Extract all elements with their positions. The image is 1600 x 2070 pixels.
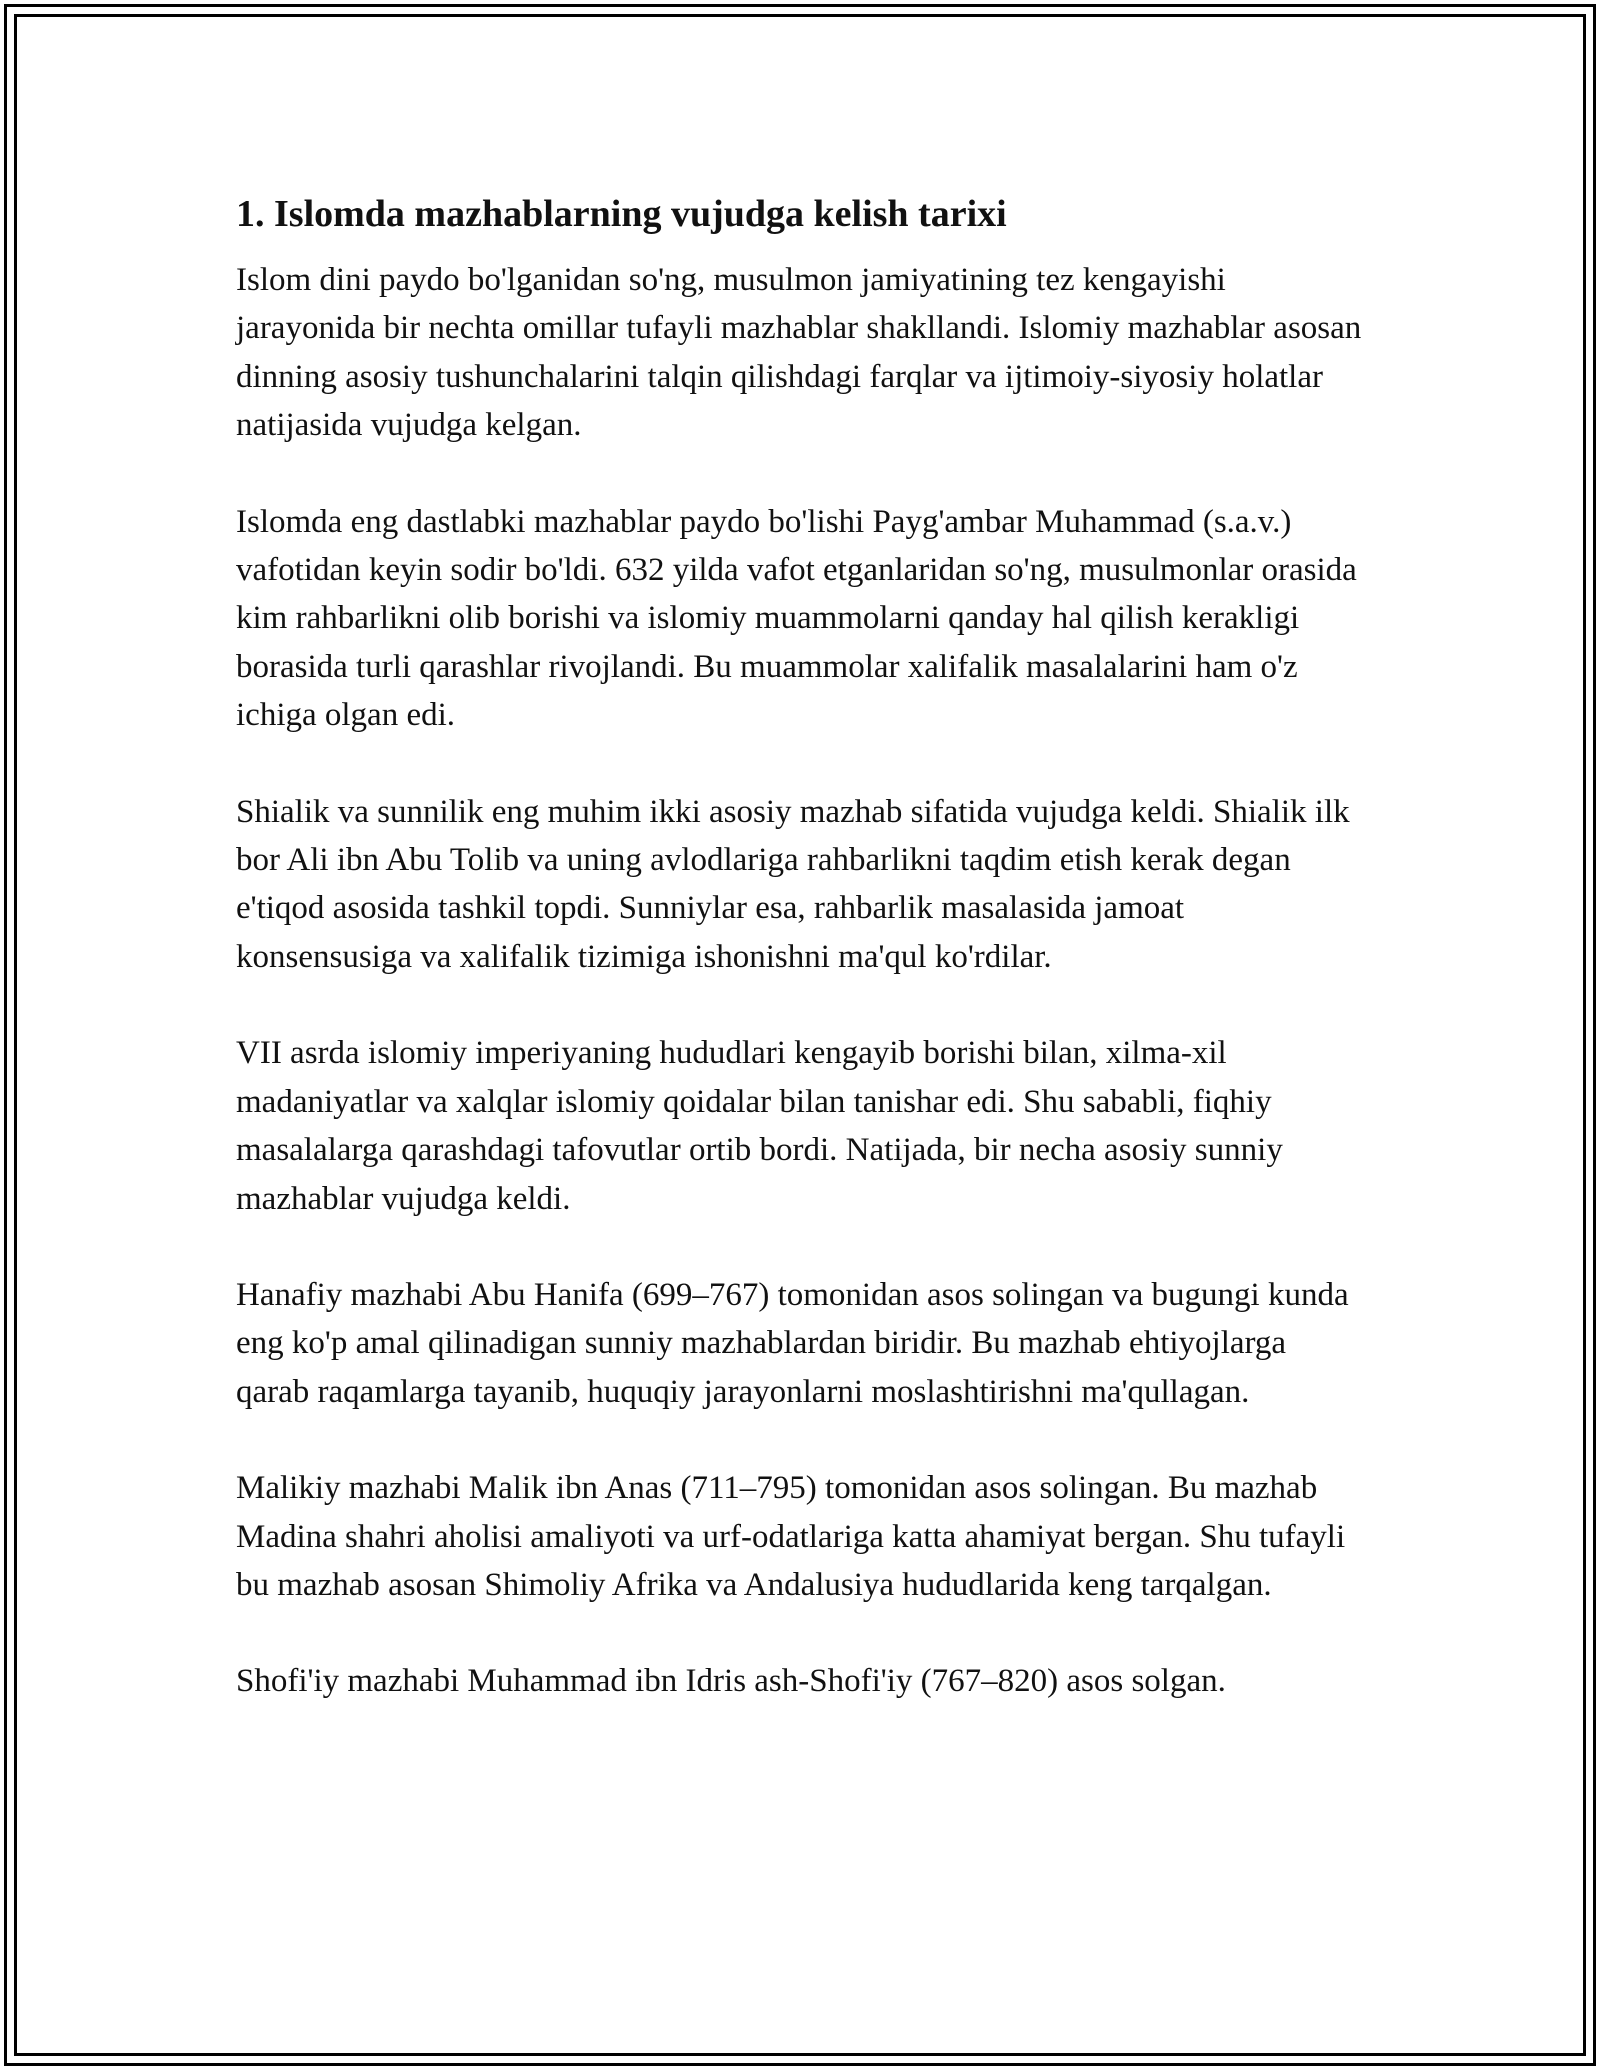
paragraph-expansion: VII asrda islomiy imperiyaning hududlari kengayib borishi bilan, xilma-xil madaniyatlar va xalqlar islomiy qoidalar bilan tanishar edi. Shu sababli, fiqhiy masalalarga qarashdagi tafovutlar ortib bordi. Natijada, bir necha asosiy sunniy mazhablar vujudga keldi. [236, 1035, 1283, 1217]
paragraph-maliki: Malikiy mazhabi Malik ibn Anas (711–795) tomonidan asos solingan. Bu mazhab Madina shahri aholisi amaliyoti va urf-odatlariga katta ahamiyat bergan. Shu tufayli bu mazhab asosan Shimoliy Afrika va Andalusiya hududlarida keng tarqalgan. [236, 1470, 1346, 1603]
paragraph-origin: Islom dini paydo bo'lganidan so'ng, musulmon jamiyatining tez kengayishi jarayonida bir nechta omillar tufayli mazhablar shakllandi. Islomiy mazhablar asosan dinning asosiy tushunchalarini talqin qilishdagi farqlar va ijtimoiy-siyosiy holatlar natijasida vujudga kelgan. [236, 262, 1362, 444]
document-body [236, 186, 1366, 1754]
paragraph-shia-sunni: Shialik va sunnilik eng muhim ikki asosiy mazhab sifatida vujudga keldi. Shialik ilk bor Ali ibn Abu Tolib va uning avlodlariga rahbarlikni taqdim etish kerak degan e'tiqod asosida tashkil topdi. Sunniylar esa, rahbarlik masalasida jamoat konsensusiga va xalifalik tizimiga ishonishni ma'qul ko'rdilar. [236, 793, 1350, 975]
paragraph-early-schools: Islomda eng dastlabki mazhablar paydo bo'lishi Payg'ambar Muhammad (s.a.v.) vafotidan keyin sodir bo'ldi. 632 yilda vafot etganlaridan so'ng, musulmonlar orasida kim rahbarlikni olib borishi va islomiy muammolarni qanday hal qilish kerakligi borasida turli qarashlar rivojlandi. Bu muammolar xalifalik masalalarini ham o'z ichiga olgan edi. [236, 503, 1357, 734]
section-heading: 1. Islomda mazhablarning vujudga kelish tarixi [236, 193, 1007, 235]
paragraph-hanafi: Hanafiy mazhabi Abu Hanifa (699–767) tomonidan asos solingan va bugungi kunda eng ko'p amal qilinadigan sunniy mazhablardan biridir. Bu mazhab ehtiyojlarga qarab raqamlarga tayanib, huquqiy jarayonlarni moslashtirishni ma'qullagan. [236, 1276, 1349, 1410]
paragraph-shafii: Shofi'iy mazhabi Muhammad ibn Idris ash-Shofi'iy (767–820) asos solgan. [236, 1663, 1226, 1700]
